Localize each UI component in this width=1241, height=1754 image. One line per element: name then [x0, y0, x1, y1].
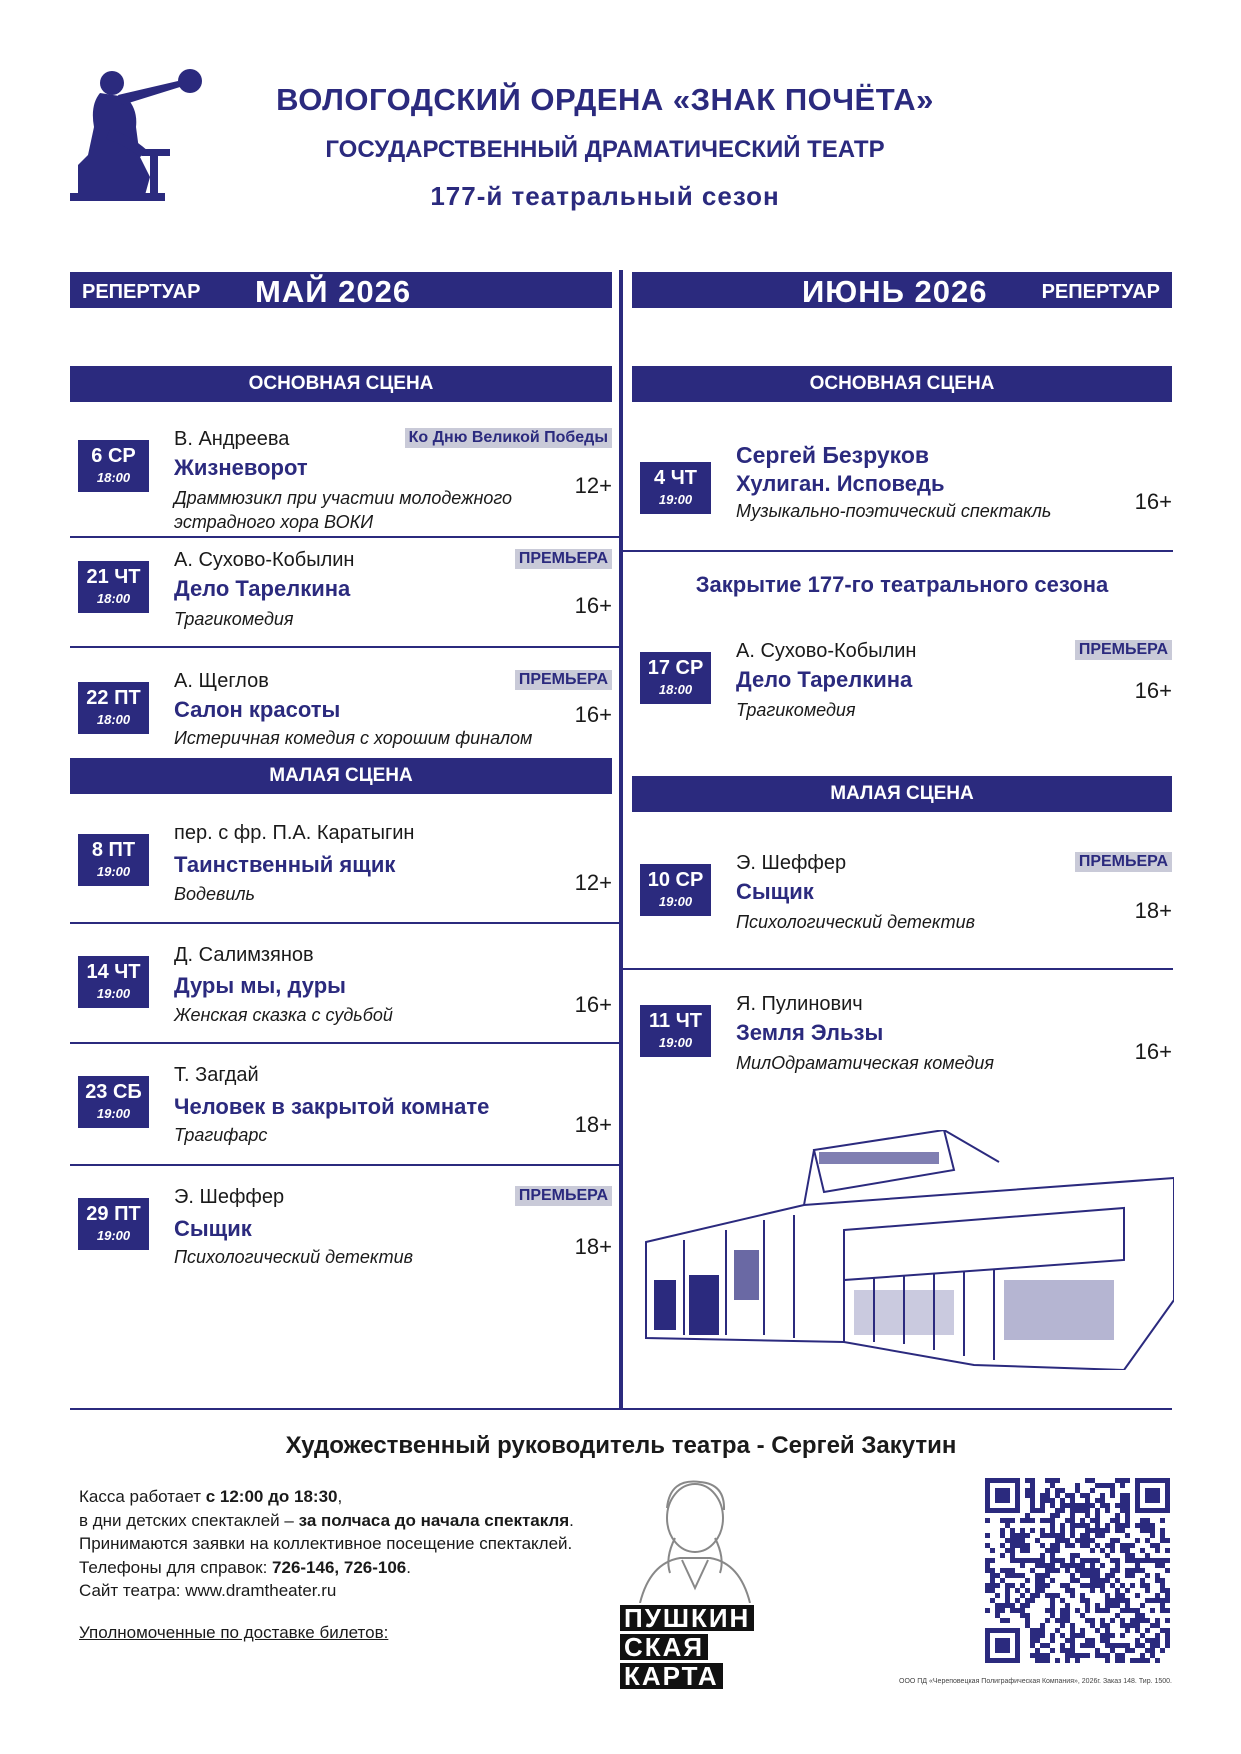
- event-title: Таинственный ящик: [174, 852, 396, 877]
- premiere-badge: ПРЕМЬЕРА: [515, 549, 612, 569]
- info-text: .: [406, 1557, 411, 1577]
- event-age: 16+: [1134, 678, 1172, 703]
- event-date: 29 ПТ: [86, 1203, 141, 1225]
- event-time: 19:00: [658, 894, 693, 909]
- premiere-badge: ПРЕМЬЕРА: [1075, 640, 1172, 660]
- event-genre: Истеричная комедия с хорошим финалом: [174, 728, 533, 748]
- event-date: 23 СБ: [85, 1081, 142, 1103]
- event-date-box: [78, 956, 149, 1008]
- event-genre: Водевиль: [174, 884, 255, 904]
- event-author: Я. Пулинович: [736, 993, 863, 1015]
- event-title: Дуры мы, дуры: [174, 973, 346, 998]
- event-genre: Женская сказка с судьбой: [174, 1005, 393, 1025]
- june-main-stage-header: ОСНОВНАЯ СЦЕНА: [632, 366, 1172, 402]
- event-author: Э. Шеффер: [736, 852, 847, 874]
- print-info: ООО ПД «Череповецкая Полиграфическая Компания», 2026г. Заказ 148. Тир. 1500.: [899, 1678, 1172, 1685]
- event-time: 18:00: [96, 591, 131, 606]
- event-date: 11 ЧТ: [649, 1010, 702, 1032]
- info-children-hours: за полчаса до начала спектакля: [298, 1510, 570, 1530]
- event-author: пер. с фр. П.А. Каратыгин: [174, 822, 415, 844]
- event-date: 8 ПТ: [91, 839, 136, 861]
- separator: [70, 646, 620, 648]
- event-author: Д. Салимзянов: [174, 944, 314, 966]
- event-date-box: [640, 462, 711, 514]
- event-title: Человек в закрытой комнате: [174, 1094, 490, 1119]
- event-age: 16+: [1134, 489, 1172, 514]
- event-date: 21 ЧТ: [86, 566, 141, 588]
- info-line-3: Принимаются заявки на коллективное посещение спектаклей.: [79, 1534, 573, 1553]
- may-repertoire-label: РЕПЕРТУАР: [82, 281, 201, 303]
- column-divider: [619, 270, 623, 1410]
- info-line-5: Сайт театра: www.dramtheater.ru: [79, 1581, 337, 1600]
- event-age: 12+: [574, 870, 612, 895]
- event-genre: Драммюзикл при участии молодежного эстрадного хора ВОКИ: [174, 488, 513, 532]
- event-age: 18+: [574, 1234, 612, 1259]
- header-line-1: ВОЛОГОДСКИЙ ОРДЕНА «ЗНАК ПОЧЁТА»: [276, 82, 934, 117]
- info-line-2: [79, 1509, 639, 1533]
- info-text: Телефоны для справок:: [79, 1557, 273, 1577]
- june-event-11: [632, 993, 1172, 1103]
- ticket-delivery-link[interactable]: Уполномоченные по доставке билетов:: [79, 1623, 389, 1642]
- info-phones: 726-146, 726-106: [272, 1557, 407, 1577]
- header-season: 177-й театральный сезон: [430, 181, 780, 211]
- event-time: 19:00: [96, 1106, 131, 1121]
- may-main-stage-header: ОСНОВНАЯ СЦЕНА: [70, 366, 612, 402]
- qr-code-icon[interactable]: [985, 1478, 1170, 1663]
- theater-logo-icon: [70, 65, 215, 210]
- june-small-stage-header: МАЛАЯ СЦЕНА: [632, 776, 1172, 812]
- event-date: 4 ЧТ: [654, 467, 697, 489]
- event-author: В. Андреева: [174, 428, 290, 450]
- event-genre: Трагикомедия: [736, 700, 856, 720]
- event-date: 17 СР: [647, 657, 704, 679]
- event-time: 19:00: [658, 492, 693, 507]
- event-author: А. Щеглов: [174, 670, 269, 692]
- info-hours: с 12:00 до 18:30: [205, 1487, 338, 1506]
- event-date: 22 ПТ: [86, 687, 141, 709]
- event-title: Хулиган. Исповедь: [736, 471, 945, 496]
- event-time: 19:00: [658, 1035, 693, 1050]
- event-date-box: [640, 1005, 711, 1057]
- info-text: в дни детских спектаклей –: [79, 1510, 299, 1530]
- premiere-badge: ПРЕМЬЕРА: [515, 1186, 612, 1206]
- may-event-8: [70, 822, 612, 932]
- june-event-17: [632, 640, 1172, 750]
- event-age: 12+: [574, 473, 612, 498]
- event-age: 16+: [1134, 1039, 1172, 1064]
- info-text: ,: [337, 1487, 343, 1506]
- june-event-4: [632, 442, 1172, 552]
- event-author: Т. Загдай: [174, 1064, 259, 1086]
- may-small-stage-header: МАЛАЯ СЦЕНА: [70, 758, 612, 794]
- theater-building-illustration: [644, 1130, 1174, 1370]
- event-title: Жизневорот: [174, 455, 308, 480]
- june-event-10: [632, 852, 1172, 962]
- event-date-box: [78, 561, 149, 613]
- pushkin-card-word-2: СКАЯ: [620, 1634, 708, 1660]
- event-genre: Трагифарс: [174, 1125, 268, 1145]
- info-text: Касса работает: [79, 1487, 206, 1506]
- event-age: 16+: [574, 992, 612, 1017]
- may-event-14: [70, 944, 612, 1054]
- event-date: 10 СР: [647, 869, 704, 891]
- separator: [623, 968, 1173, 970]
- pushkin-card-word-3: КАРТА: [620, 1663, 723, 1689]
- info-line-1: [79, 1485, 639, 1509]
- artistic-director: Художественный руководитель театра - Сергей Закутин: [285, 1432, 957, 1459]
- premiere-badge: ПРЕМЬЕРА: [1075, 852, 1172, 872]
- event-date-box: [640, 652, 711, 704]
- june-header-bar: [632, 272, 1172, 308]
- event-genre: Психологический детектив: [174, 1247, 414, 1267]
- premiere-badge: ПРЕМЬЕРА: [515, 670, 612, 690]
- event-date-box: [78, 682, 149, 734]
- may-event-21: [70, 549, 612, 659]
- event-title: Сыщик: [174, 1216, 252, 1241]
- event-age: 16+: [574, 593, 612, 618]
- event-age: 16+: [574, 702, 612, 727]
- separator: [70, 922, 620, 924]
- event-genre: Музыкально-поэтический спектакль: [736, 501, 1052, 521]
- separator: [70, 1042, 620, 1044]
- event-author: А. Сухово-Кобылин: [174, 549, 355, 571]
- box-office-info: [79, 1485, 639, 1603]
- may-event-6: [70, 428, 612, 538]
- event-title: Дело Тарелкина: [174, 576, 351, 601]
- pushkin-bust-icon: [620, 1478, 830, 1603]
- event-genre: МилОдраматическая комедия: [736, 1053, 994, 1073]
- event-author: Э. Шеффер: [174, 1186, 285, 1208]
- pushkin-card-logo: [620, 1478, 830, 1693]
- event-time: 19:00: [96, 986, 131, 1001]
- event-genre: Трагикомедия: [174, 609, 294, 629]
- event-date: 14 ЧТ: [86, 961, 141, 983]
- event-date-box: [78, 1076, 149, 1128]
- footer-divider: [70, 1408, 1172, 1410]
- event-author: А. Сухово-Кобылин: [736, 640, 917, 662]
- event-title: Сыщик: [736, 879, 814, 904]
- header-line-2: ГОСУДАРСТВЕННЫЙ ДРАМАТИЧЕСКИЙ ТЕАТР: [325, 136, 885, 163]
- event-date-box: [78, 834, 149, 886]
- info-line-4: [79, 1556, 639, 1580]
- june-repertoire-label: РЕПЕРТУАР: [1041, 281, 1160, 303]
- event-title: Дело Тарелкина: [736, 667, 913, 692]
- separator: [70, 536, 620, 538]
- event-title: Салон красоты: [174, 697, 341, 722]
- info-text: .: [569, 1510, 574, 1530]
- may-event-29: [70, 1186, 612, 1296]
- season-closing-title: Закрытие 177-го театрального сезона: [695, 572, 1109, 597]
- event-date-box: [78, 440, 149, 492]
- event-time: 19:00: [96, 1228, 131, 1243]
- event-time: 18:00: [96, 470, 131, 485]
- may-month-title: МАЙ 2026: [255, 274, 412, 309]
- separator: [623, 550, 1173, 552]
- event-date: 6 СР: [91, 445, 136, 467]
- event-age: 18+: [1134, 898, 1172, 923]
- may-event-23: [70, 1064, 612, 1174]
- pushkin-card-word-1: ПУШКИН: [620, 1605, 754, 1631]
- victory-day-badge: Ко Дню Великой Победы: [405, 428, 612, 448]
- event-time: 19:00: [96, 864, 131, 879]
- event-age: 18+: [574, 1112, 612, 1137]
- may-header-bar: [70, 272, 612, 308]
- event-time: 18:00: [658, 682, 693, 697]
- separator: [70, 1164, 620, 1166]
- event-author: Сергей Безруков: [736, 442, 930, 468]
- event-genre: Психологический детектив: [736, 912, 976, 932]
- event-time: 18:00: [96, 712, 131, 727]
- event-title: Земля Эльзы: [736, 1020, 884, 1045]
- event-date-box: [78, 1198, 149, 1250]
- event-date-box: [640, 864, 711, 916]
- june-month-title: ИЮНЬ 2026: [802, 274, 988, 309]
